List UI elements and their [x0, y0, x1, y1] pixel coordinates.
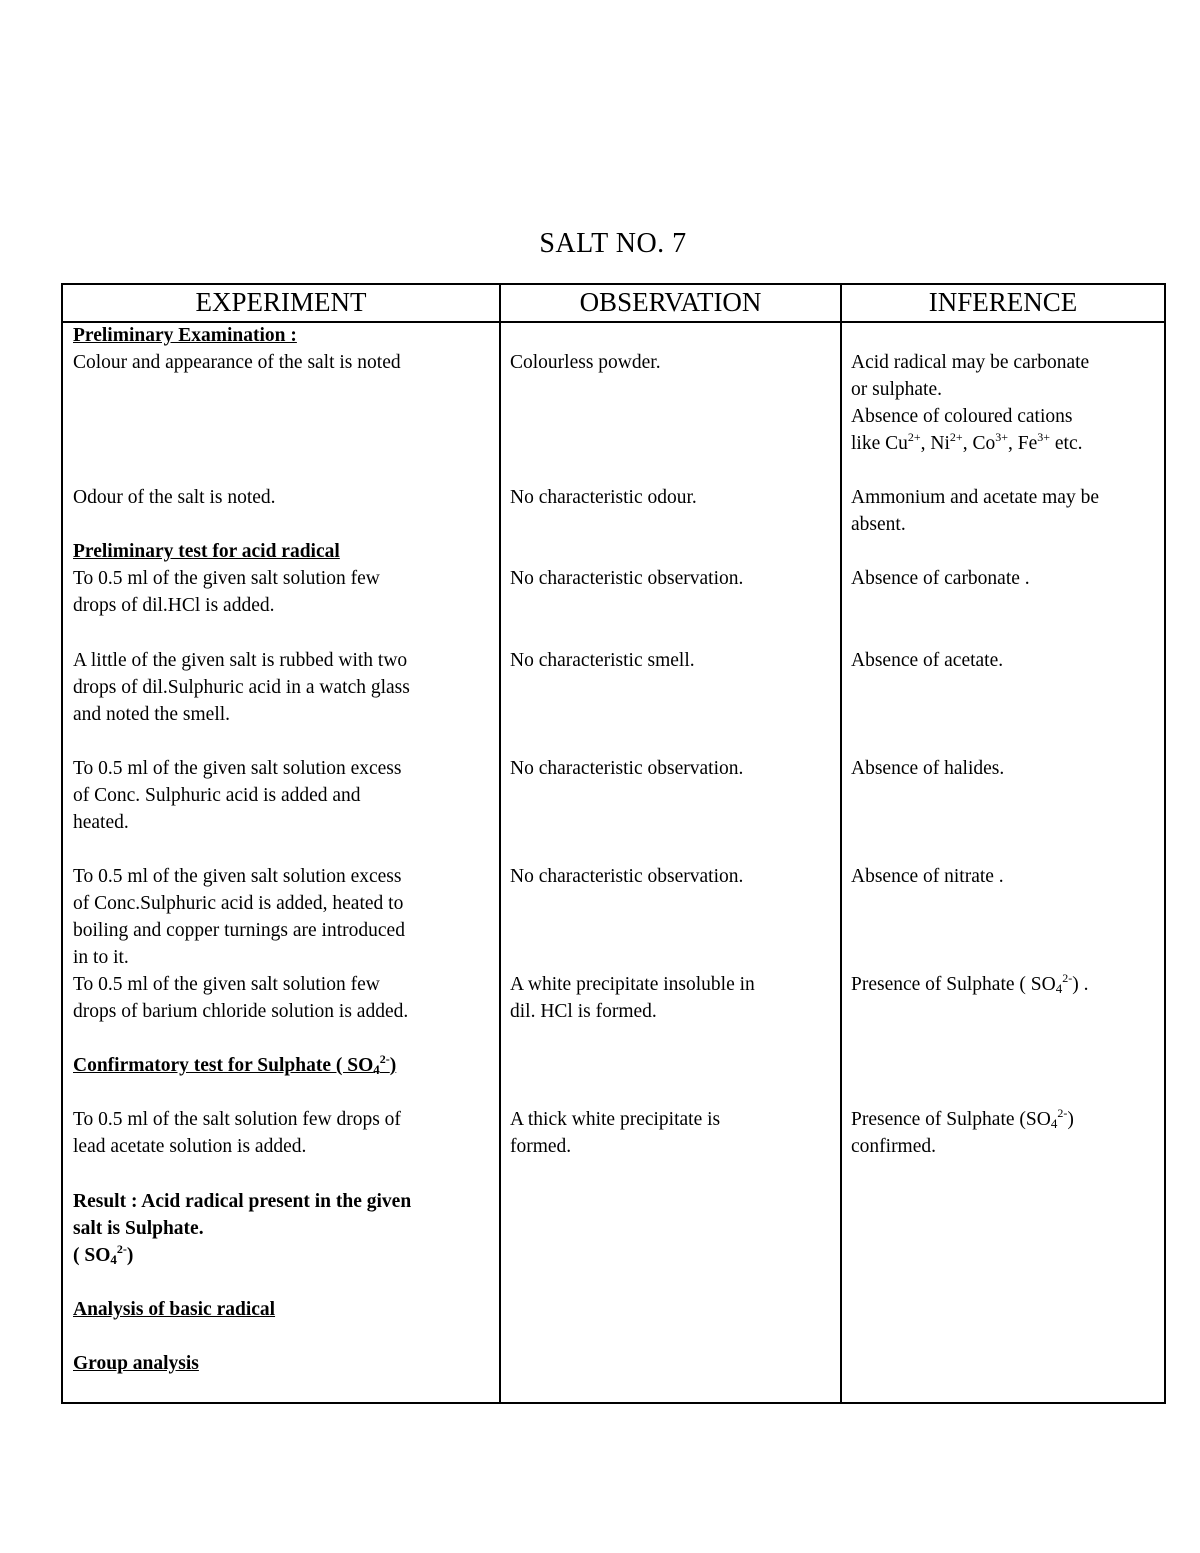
column-divider [499, 285, 501, 1402]
ni-charge: 2+ [949, 430, 963, 444]
observation-colour: Colourless powder. [510, 352, 661, 373]
inference-rub: Absence of acetate. [851, 650, 1004, 671]
experiment-conc-line: To 0.5 ml of the given salt solution excess [73, 758, 402, 779]
inference-colour-line: Absence of coloured cations [851, 406, 1073, 427]
inference-odour-line: Ammonium and acetate may be [851, 487, 1099, 508]
inference-lead [851, 1106, 1074, 1133]
observation-barium-line: A white precipitate insoluble in [510, 974, 755, 995]
header-inference: INFERENCE [928, 287, 1078, 317]
experiment-hcl-line: To 0.5 ml of the given salt solution few [73, 568, 380, 589]
inference-colour-line: or sulphate. [851, 379, 942, 400]
page-title: SALT NO. 7 [539, 228, 687, 259]
barium-inference-label: Presence of Sulphate ( SO [851, 974, 1056, 995]
observation-hcl: No characteristic observation. [510, 568, 744, 589]
experiment-rub-line: drops of dil.Sulphuric acid in a watch glass [73, 677, 410, 698]
header-observation: OBSERVATION [579, 287, 762, 317]
experiment-copper-line: To 0.5 ml of the given salt solution excess [73, 866, 402, 887]
cations-prefix: like Cu [851, 433, 908, 454]
experiment-conc-line: heated. [73, 812, 129, 833]
barium-inference-superscript: 2- [1062, 971, 1073, 985]
inference-copper: Absence of nitrate . [851, 866, 1004, 887]
co-charge: 3+ [995, 430, 1008, 444]
cu-charge: 2+ [907, 430, 921, 444]
result-ion-subscript: 4 [110, 1252, 117, 1267]
lead-inference-superscript: 2- [1057, 1106, 1068, 1120]
ni-label: , Ni [920, 433, 950, 454]
experiment-copper-line: boiling and copper turnings are introduced [73, 920, 405, 941]
inference-conc: Absence of halides. [851, 758, 1005, 779]
result-line: salt is Sulphate. [73, 1218, 204, 1239]
lead-inference-label: Presence of Sulphate (SO [851, 1109, 1051, 1130]
result-ion-label: ( SO [73, 1245, 111, 1266]
confirm-subscript: 4 [373, 1062, 380, 1077]
fe-charge: 3+ [1037, 430, 1051, 444]
observation-barium-line: dil. HCl is formed. [510, 1001, 657, 1022]
experiment-odour: Odour of the salt is noted. [73, 487, 276, 508]
observation-conc: No characteristic observation. [510, 758, 744, 779]
inference-barium [851, 971, 1088, 998]
fe-label: , Fe [1007, 433, 1038, 454]
confirm-label: Confirmatory test for Sulphate ( SO [73, 1055, 374, 1076]
column-divider [840, 285, 842, 1402]
observation-lead-line: A thick white precipitate is [510, 1109, 721, 1130]
section-confirmatory-sulphate [73, 1052, 396, 1079]
lead-inference-suffix: ) [1067, 1109, 1074, 1130]
barium-inference-subscript: 4 [1055, 981, 1063, 996]
result-ion-suffix: ) [126, 1245, 134, 1266]
barium-inference-suffix: ) . [1072, 974, 1089, 995]
experiment-barium-line: To 0.5 ml of the given salt solution few [73, 974, 380, 995]
co-label: , Co [962, 433, 996, 454]
confirm-superscript: 2- [379, 1052, 390, 1066]
section-basic-radical: Analysis of basic radical [73, 1299, 276, 1320]
result-ion-superscript: 2- [116, 1242, 127, 1256]
experiment-conc-line: of Conc. Sulphuric acid is added and [73, 785, 361, 806]
experiment-barium-line: drops of barium chloride solution is added. [73, 1001, 409, 1022]
observation-lead-line: formed. [510, 1136, 572, 1157]
inference-colour-line: Acid radical may be carbonate [851, 352, 1090, 373]
inference-hcl: Absence of carbonate . [851, 568, 1030, 589]
result-line: Result : Acid radical present in the given [73, 1191, 412, 1212]
section-group-analysis: Group analysis [73, 1353, 199, 1374]
experiment-rub-line: A little of the given salt is rubbed with two [73, 650, 408, 671]
experiment-hcl-line: drops of dil.HCl is added. [73, 595, 275, 616]
experiment-copper-line: in to it. [73, 947, 129, 968]
experiment-colour: Colour and appearance of the salt is noted [73, 352, 401, 373]
experiment-rub-line: and noted the smell. [73, 704, 231, 725]
experiment-lead-line: To 0.5 ml of the salt solution few drops of [73, 1109, 401, 1130]
lead-inference-subscript: 4 [1050, 1116, 1058, 1131]
header-experiment: EXPERIMENT [195, 287, 367, 317]
confirm-suffix: ) [389, 1055, 397, 1076]
observation-copper: No characteristic observation. [510, 866, 744, 887]
cations-suffix: etc. [1050, 433, 1083, 454]
inference-odour-line: absent. [851, 514, 906, 535]
inference-lead-confirmed: confirmed. [851, 1136, 937, 1157]
experiment-lead-line: lead acetate solution is added. [73, 1136, 307, 1157]
section-preliminary-examination: Preliminary Examination : [73, 325, 297, 346]
result-ion [73, 1242, 133, 1269]
experiment-copper-line: of Conc.Sulphuric acid is added, heated to [73, 893, 404, 914]
observation-rub: No characteristic smell. [510, 650, 695, 671]
observation-odour: No characteristic odour. [510, 487, 697, 508]
section-preliminary-acid-radical: Preliminary test for acid radical [73, 541, 340, 562]
inference-cations-line [851, 430, 1083, 457]
